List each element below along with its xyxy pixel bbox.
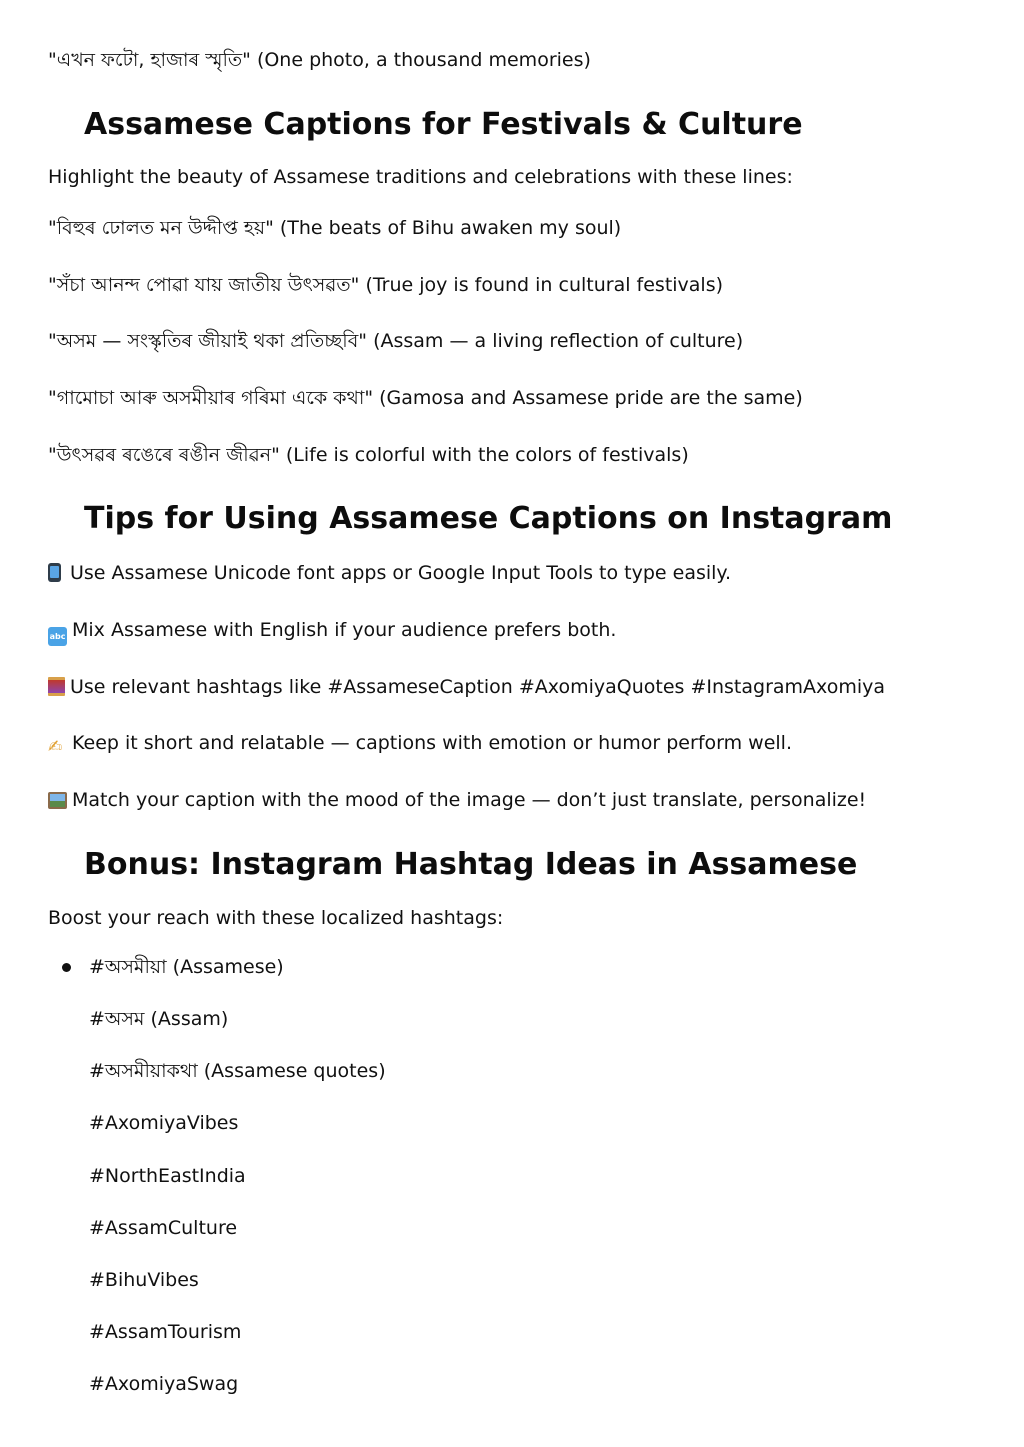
hashtag-item: #অসম (Assam)	[89, 1008, 229, 1030]
tip-item	[48, 561, 731, 585]
hashtag-item: #BihuVibes	[89, 1269, 199, 1291]
thread-spool-icon	[48, 677, 65, 696]
hashtag-item: #AssamCulture	[89, 1217, 238, 1239]
tip-text: Keep it short and relatable — captions with emotion or humor perform well.	[72, 732, 792, 754]
hashtag-item: #AxomiyaVibes	[89, 1112, 239, 1134]
festival-caption: "গামোচা আৰু অসমীয়াৰ গৰিমা একে কথা" (Gamosa and Assamese pride are the same)	[48, 387, 803, 409]
tip-item	[48, 731, 792, 757]
writing-hand-icon: ✍	[48, 737, 63, 757]
framed-picture-icon	[48, 792, 67, 809]
festivals-heading: Assamese Captions for Festivals & Culture	[84, 107, 803, 142]
tip-item	[48, 618, 616, 646]
intro-caption: "এখন ফটো, হাজাৰ স্মৃতি" (One photo, a thousand memories)	[48, 49, 591, 71]
hashtag-item: #NorthEastIndia	[89, 1165, 246, 1187]
tip-item	[48, 788, 866, 812]
abc-input-icon: abc	[48, 627, 67, 646]
tip-item	[48, 675, 885, 699]
hashtag-item: #অসমীয়াকথা (Assamese quotes)	[89, 1060, 386, 1082]
bullet-marker	[62, 963, 71, 972]
festival-caption: "সঁচা আনন্দ পোৱা যায় জাতীয় উৎসৱত" (True joy is found in cultural festivals)	[48, 274, 724, 296]
mobile-phone-icon	[48, 563, 61, 582]
bonus-intro: Boost your reach with these localized hashtags:	[48, 907, 504, 929]
festival-caption: "অসম — সংস্কৃতিৰ জীয়াই থকা প্ৰতিচ্ছবি" (Assam — a living reflection of culture)	[48, 330, 744, 352]
festival-caption: "বিহুৰ ঢোলত মন উদ্দীপ্ত হয়" (The beats of Bihu awaken my soul)	[48, 217, 622, 239]
tip-text: Use relevant hashtags like #AssameseCaption #AxomiyaQuotes #InstagramAxomiya	[70, 676, 885, 698]
hashtag-item: #অসমীয়া (Assamese)	[89, 956, 284, 978]
tips-heading: Tips for Using Assamese Captions on Instagram	[84, 501, 893, 536]
tip-text: Mix Assamese with English if your audience prefers both.	[72, 619, 617, 641]
hashtag-item: #AssamTourism	[89, 1321, 242, 1343]
bonus-heading: Bonus: Instagram Hashtag Ideas in Assamese	[84, 847, 858, 882]
festival-caption: "উৎসৱৰ ৰঙেৰে ৰঙীন জীৱন" (Life is colorful with the colors of festivals)	[48, 444, 689, 466]
tip-text: Match your caption with the mood of the image — don’t just translate, personalize!	[72, 789, 867, 811]
hashtag-item: #AxomiyaSwag	[89, 1373, 239, 1395]
festivals-intro: Highlight the beauty of Assamese traditions and celebrations with these lines:	[48, 166, 793, 188]
tip-text: Use Assamese Unicode font apps or Google Input Tools to type easily.	[70, 562, 731, 584]
